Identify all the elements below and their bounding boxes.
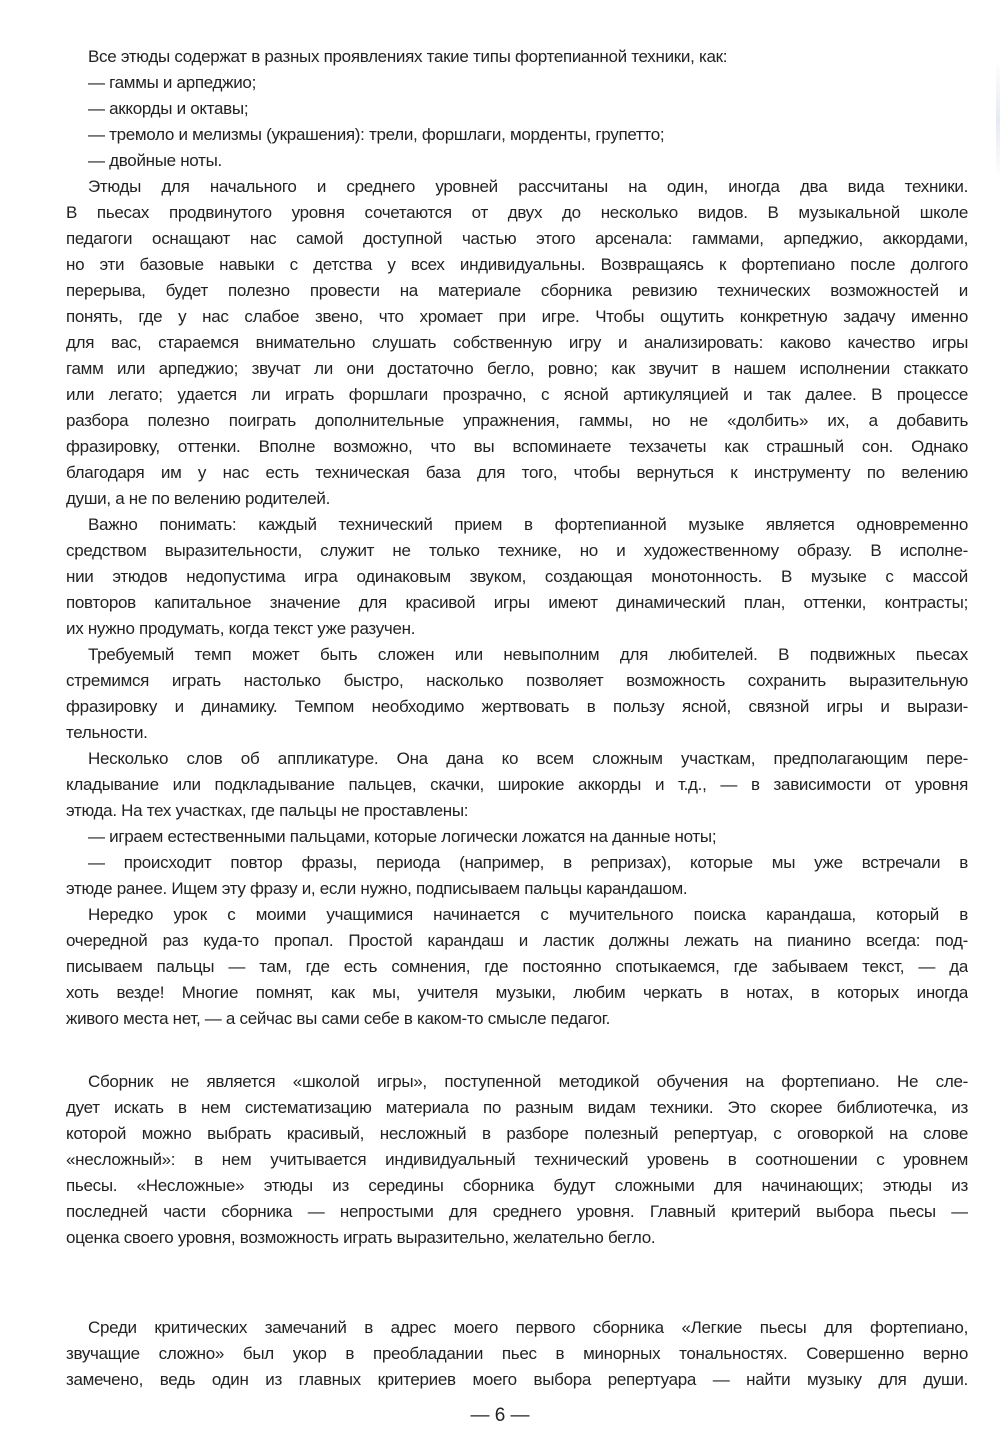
text-line: Важно понимать: каждый технический прием в фортепианной музыке является одновременно	[88, 515, 968, 534]
text-line: для вас, стараемся внимательно слушать собственную игру и анализировать: каково качество игры	[66, 333, 968, 352]
text-line: Среди критических замечаний в адрес моего первого сборника «Легкие пьесы для фортепиано,	[88, 1318, 968, 1337]
text-line: живого места нет, — а сейчас вы сами себе в каком-то смысле педагог.	[66, 1009, 611, 1028]
text-line: педагоги оснащают нас самой доступной частью этого арсенала: гаммами, арпеджио, аккордами,	[66, 229, 968, 248]
text-line: души, а не по велению родителей.	[66, 489, 331, 508]
text-line: перерыва, будет полезно провести на материале сборника ревизию технических возможностей и	[66, 281, 968, 300]
text-line: тельности.	[66, 723, 148, 742]
text-line: повторов капитальное значение для красивой игры имеют динамический план, оттенки, контрасты;	[66, 593, 968, 612]
text-line: пьесы. «Несложные» этюды из середины сборника будут сложными для начинающих; этюды из	[66, 1176, 968, 1195]
text-line: гамм или арпеджио; звучат ли они достаточно бегло, ровно; как звучит в нашем исполнении стаккато	[66, 359, 968, 378]
text-line: — двойные ноты.	[88, 151, 222, 170]
text-line: писываем пальцы — там, где есть сомнения, где постоянно спотыкаемся, где забываем текст, — да	[66, 957, 968, 976]
text-line: средством выразительности, служит не только технике, но и художественному образу. В исполне-	[66, 541, 968, 560]
text-line: «несложный»: в нем учитывается индивидуальный технический уровень в соотношении с уровнем	[66, 1150, 968, 1169]
text-line: Сборник не является «школой игры», поступенной методикой обучения на фортепиано. Не сле-	[88, 1072, 968, 1091]
text-line: Все этюды содержат в разных проявлениях такие типы фортепианной техники, как:	[88, 47, 728, 66]
text-line: фразировку, оттенки. Вполне возможно, что вы вспоминаете техзачеты как страшный сон. Однако	[66, 437, 968, 456]
text-line: но эти базовые навыки с детства у всех индивидуальны. Возвращаясь к фортепиано после долгого	[66, 255, 968, 274]
text-line: очередной раз куда-то пропал. Простой карандаш и ластик должны лежать на пианино всегда: под-	[66, 931, 968, 950]
text-line: кладывание или подкладывание пальцев, скачки, широкие аккорды и т.д., — в зависимости от уровня	[66, 775, 968, 794]
text-line: последней части сборника — непростыми для среднего уровня. Главный критерий выбора пьесы —	[66, 1202, 968, 1221]
text-line: звучащие сложно» был укор в преобладании пьес в минорных тональностях. Совершенно верно	[66, 1344, 968, 1363]
text-line: дует искать в нем систематизацию материала по разным видам техники. Это скорее библиотечка, из	[66, 1098, 968, 1117]
text-line: их нужно продумать, когда текст уже разучен.	[66, 619, 416, 638]
text-line: нии этюдов недопустима игра одинаковым звуком, создающая монотонность. В музыке с массой	[66, 567, 968, 586]
text-section	[66, 1069, 968, 1251]
text-line: В пьесах продвинутого уровня сочетаются от двух до несколько видов. В музыкальной школе	[66, 203, 968, 222]
text-line: Нередко урок с моими учащимися начинается с мучительного поиска карандаша, который в	[88, 905, 968, 924]
text-line: Несколько слов об аппликатуре. Она дана ко всем сложным участкам, предполагающим пере-	[88, 749, 968, 768]
text-section	[66, 1315, 968, 1393]
text-line: Этюды для начального и среднего уровней рассчитаны на один, иногда два вида техники.	[88, 177, 968, 196]
text-line: — происходит повтор фразы, периода (например, в репризах), которые мы уже встречали в	[88, 853, 968, 872]
text-line: которой можно выбрать красивый, несложный в разборе полезный репертуар, с оговоркой на слове	[66, 1124, 968, 1143]
scan-edge-shadow	[996, 60, 1000, 180]
text-section	[66, 44, 968, 1032]
text-line: Требуемый темп может быть сложен или невыполним для любителей. В подвижных пьесах	[88, 645, 968, 664]
text-line: — гаммы и арпеджио;	[88, 73, 257, 92]
text-line: оценка своего уровня, возможность играть выразительно, желательно бегло.	[66, 1228, 656, 1247]
text-line: этюде ранее. Ищем эту фразу и, если нужно, подписываем пальцы карандашом.	[66, 879, 688, 898]
text-line: или легато; удается ли играть форшлаги прозрачно, с ясной артикуляцией и так далее. В процессе	[66, 385, 968, 404]
page-number: — 6 —	[470, 1405, 530, 1426]
text-line: — играем естественными пальцами, которые логически ложатся на данные ноты;	[88, 827, 717, 846]
text-line: — аккорды и октавы;	[88, 99, 249, 118]
text-line: этюда. На тех участках, где пальцы не проставлены:	[66, 801, 469, 820]
text-line: благодаря им у нас есть техническая база для того, чтобы вернуться к инструменту по велению	[66, 463, 968, 482]
page-body	[66, 44, 968, 1393]
text-line: понять, где у нас слабое звено, что хромает при игре. Чтобы ощутить конкретную задачу именно	[66, 307, 968, 326]
text-line: разбора полезно поиграть дополнительные упражнения, гаммы, но не «долбить» их, а добавить	[66, 411, 968, 430]
text-line: — тремоло и мелизмы (украшения): трели, форшлаги, морденты, групетто;	[88, 125, 665, 144]
text-line: фразировку и динамику. Темпом необходимо жертвовать в пользу ясной, связной игры и вырази-	[66, 697, 968, 716]
text-line: стремимся играть настолько быстро, насколько позволяет возможность сохранить выразительную	[66, 671, 968, 690]
text-line: хоть везде! Многие помнят, как мы, учителя музыки, любим черкать в нотах, в которых иногда	[66, 983, 968, 1002]
text-line: замечено, ведь один из главных критериев моего выбора репертуара — найти музыку для души.	[66, 1370, 968, 1389]
